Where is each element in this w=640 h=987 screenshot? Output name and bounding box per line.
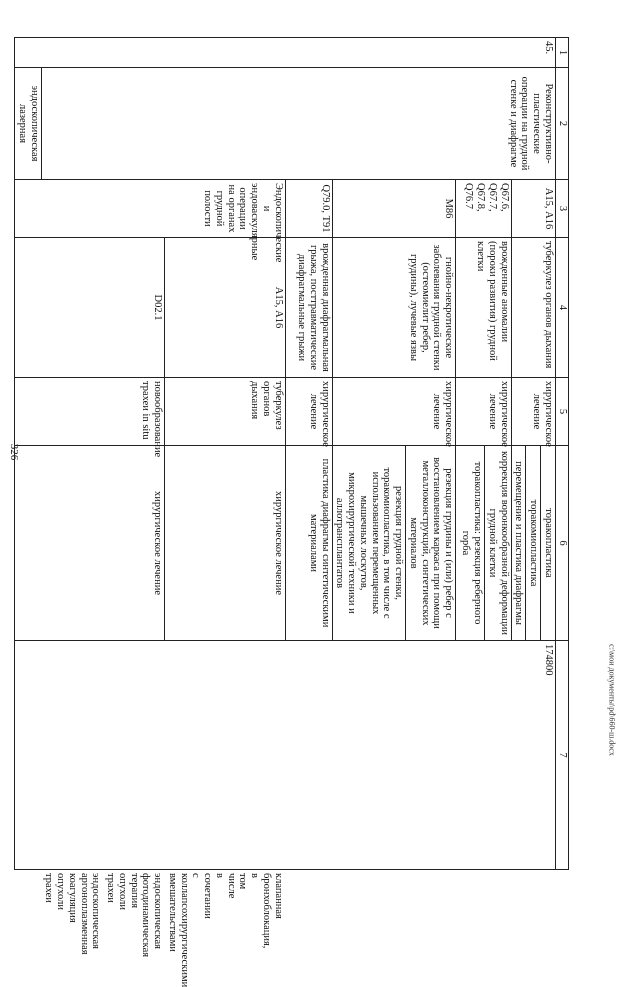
rotated-table-page [17,37,569,987]
icd-codes: Q67.6, Q67.7, Q67.8, Q76.7 [456,180,512,238]
row-number: 45. [15,38,556,68]
disease-model: туберкулез органов дыхания [165,378,286,446]
header-col-3: 3 [556,180,569,238]
treatment-type: хирургическое лечение [15,446,165,641]
header-col-7: 7 [556,641,569,870]
treatment-type: хирургическое лечение [456,378,512,446]
disease-model: врожденные аномалии (пороки развития) грудной клетки [456,238,512,378]
header-col-1: 1 [556,38,569,68]
header-col-6: 6 [556,446,569,641]
disease-model: туберкулез органов дыхания [511,238,555,378]
treatment-type: хирургическое лечение [332,378,456,446]
procedure-name: Эндоскопические и эндоваскулярные операции на органах грудной полости [15,180,286,238]
treatment-method: торакопластика: резекция реберного горба [456,446,485,641]
disease-model: врожденная диафрагмальная грыжа, посттравматические диафрагмальные грыжи [285,238,332,378]
disease-model: новообразование трахеи in situ [15,378,165,446]
treatment-type: хирургическое лечение [285,378,332,446]
treatment-type: хирургическое лечение [165,446,286,641]
treatment-method: торакопластика [541,446,556,641]
icd-codes: D02.1 [15,238,165,378]
treatment-type: хирургическое лечение [511,378,555,446]
treatment-method: торакомиопластика [526,446,541,641]
header-col-2: 2 [556,68,569,180]
procedure-name: Реконструктивно-пластические операции на грудной стенке и диафрагме [41,68,555,180]
treatment-method: эндоскопическая лазерная [15,68,42,180]
header-col-5: 5 [556,378,569,446]
treatment-method: пластика диафрагмы синтетическими материалами [285,446,332,641]
treatment-method: резекция грудной стенки, торакомиопластика, в том числе с использованием перемещенных мышечных лоскутов, микрохирургической техники и аллотрансплантатов [332,446,406,641]
icd-codes: M86 [332,180,456,238]
treatment-method: коррекция воронкообразной деформации грудной клетки [485,446,512,641]
icd-codes: Q79.0, Т91 [285,180,332,238]
treatment-method: перемещение и пластика диафрагмы [511,446,526,641]
price-value: 174800 [15,641,556,870]
header-col-4: 4 [556,238,569,378]
icd-codes: А15, А16 [165,238,286,378]
icd-codes: А15, А16 [511,180,555,238]
header-row [556,38,569,870]
disease-model: гнойно-некротические заболевания грудной стенки (остеомиелит ребер, грудины), лучевые язвы [332,238,456,378]
treatment-method: резекция грудины и (или) ребер с восстановлением каркаса при помощи металлоконструкций, синтетических материалов [406,446,456,641]
procedures-table: 1 2 3 4 5 6 7 45. Реконструктивно-пластические операции на грудной стенке и диафрагме А15, А16 туберкулез органов дыхания хирургическое лечение торакопластика 174800 торакомиопластика перемещение и пластика диафрагмы Q67.6, Q67.7, Q67.8, Q76.7 врожденные аномалии (пороки развития) грудной клетки хирургическое лечение коррекция воронкообразной деформации грудной клетки торакопластика: резекция реберного горба M86 гнойно-некротические заболевания грудной стенки (остеомиелит ребер, грудины), лучевые язвы хирургическое лечение резекция грудины и (или) ребер с восстановлением каркаса при помощи металлоконструкций, синтетических материалов резекция грудной стенки, торакомиопластика, в том числе с использованием перемещенных мышечных лоскутов, микрохирургической техники и аллотрансплантатов Q79.0, Т91 врожденная диафрагмальная грыжа, посттравматические диафрагмальные грыжи хирургическое лечение пластика диафрагмы синтетическими материалами Эндоскопические и эндоваскулярные операции на органах грудной полости А15, А16 туберкулез органов дыхания хирургическое лечение клапанная бронхоблокация, в том числе в сочетании с коллапсохирургическими вмешательствами D02.1 новообразование трахеи in situ хирургическое лечение эндоскопическая фотодинамическая терапия опухоли трахеи эндоскопическая аргоноплазменная коагуляция опухоли трахеи эндоскопическая лазерная [14,37,569,870]
